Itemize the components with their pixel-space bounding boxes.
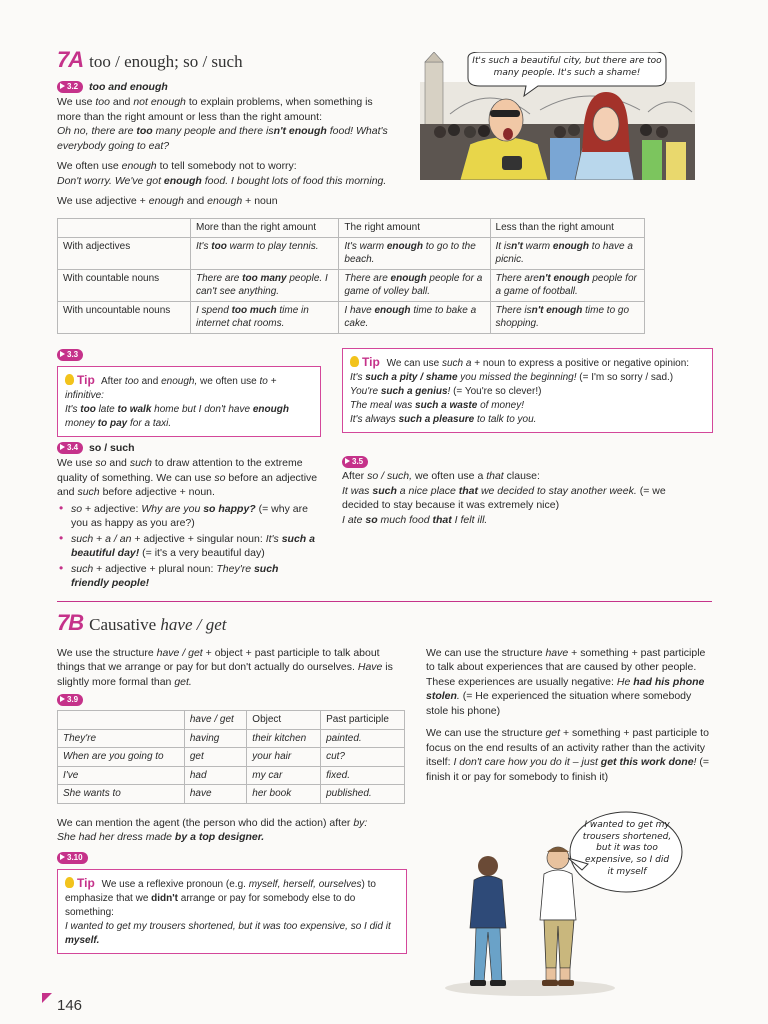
- table-cell: There are enough people for a game of volley ball.: [339, 269, 490, 301]
- corner-mark: [42, 993, 52, 1003]
- table-cell: having: [184, 729, 246, 748]
- example: Don't worry. We've got enough food. I bought lots of food this morning.: [57, 174, 387, 187]
- table-cell: There aren't enough people for a game of football.: [490, 269, 644, 301]
- play-icon: [60, 854, 65, 860]
- lightbulb-icon: [65, 374, 74, 385]
- table-row: [58, 766, 405, 785]
- table-row: [58, 269, 645, 301]
- table-cell: have: [184, 785, 246, 804]
- table-cell: It's warm enough to go to the beach.: [339, 237, 490, 269]
- table-cell: They're: [58, 729, 185, 748]
- column-header: The right amount: [339, 219, 490, 238]
- paragraph: We can use the structure have + something + past participle to talk about experiences that are caused by other people. These experiences are usually negative: He had his phone stolen. (= He experienced the situation where somebody stole his phone): [426, 647, 706, 717]
- paragraph: We use adjective + enough and enough + noun: [57, 195, 278, 208]
- tip-box-infinitive: Tip After too and enough, we often use to + infinitive: It's too late to walk home but I don't have enough money to pay for a taxi.: [57, 366, 321, 437]
- too-enough-table: [57, 218, 645, 334]
- play-icon: [60, 444, 65, 450]
- column-header: Less than the right amount: [490, 219, 644, 238]
- example: Oh no, there are too many people and there isn't enough food! What's everybody going to eat?: [57, 125, 388, 152]
- table-cell: published.: [321, 785, 405, 804]
- list-item: • so + adjective: Why are you so happy? (= why are you as happy as you are?): [57, 502, 319, 531]
- row-label: With adjectives: [58, 237, 191, 269]
- table-row: [58, 237, 645, 269]
- row-label: With uncountable nouns: [58, 301, 191, 333]
- table-header-row: [58, 711, 405, 730]
- play-icon: [60, 696, 65, 702]
- table-cell: It isn't warm enough to have a picnic.: [490, 237, 644, 269]
- paragraph: We often use enough to tell somebody not to worry:: [57, 160, 297, 173]
- table-cell: her book: [247, 785, 321, 804]
- table-row: [58, 748, 405, 767]
- speech-bubble-text: I wanted to get my trousers shortened, but it was too expensive, so I did it myself: [582, 820, 672, 877]
- table-row: [58, 785, 405, 804]
- section-divider: [57, 601, 712, 602]
- column-header: have / get: [184, 711, 246, 730]
- table-cell: your hair: [247, 748, 321, 767]
- page-number: 146: [57, 997, 83, 1014]
- column-header: Object: [247, 711, 321, 730]
- paragraph: We use too and not enough to explain problems, when something is more than the right amount or less than the right amount:: [57, 96, 373, 123]
- cartoon-trousers: [440, 808, 700, 998]
- table-cell: I have enough time to bake a cake.: [339, 301, 490, 333]
- table-header-row: [58, 219, 645, 238]
- section-3-9: [57, 646, 405, 708]
- column-header: [58, 711, 185, 730]
- play-icon: [60, 351, 65, 357]
- audio-button[interactable]: 3.5: [342, 456, 368, 468]
- audio-button[interactable]: 3.4: [57, 442, 83, 454]
- table-cell: It's too warm to play tennis.: [191, 237, 339, 269]
- audio-button[interactable]: 3.9: [57, 694, 83, 706]
- section-7b-title: 7B Causative have / get: [57, 610, 227, 635]
- table-cell: cut?: [321, 748, 405, 767]
- column-header: More than the right amount: [191, 219, 339, 238]
- table-cell: There isn't enough time to go shopping.: [490, 301, 644, 333]
- agent-note: We can mention the agent (the person who did the action) after by: She had her dress made by a top designer.: [57, 817, 368, 844]
- table-cell: I spend too much time in internet chat rooms.: [191, 301, 339, 333]
- table-cell: their kitchen: [247, 729, 321, 748]
- lightbulb-icon: [65, 877, 74, 888]
- play-icon: [345, 458, 350, 464]
- table-row: [58, 301, 645, 333]
- table-cell: fixed.: [321, 766, 405, 785]
- paragraph: We use so and such to draw attention to the extreme quality of something. We can use so before an adjective and such before adjective + noun.: [57, 457, 318, 499]
- paragraph: We can use the structure get + something + past participle to focus on the end results of an activity rather than the activity itself: I don't care how you do it – just get this work done! (= finish it or pay for somebody to finish it): [426, 727, 710, 783]
- table-cell: had: [184, 766, 246, 785]
- list-item: • such + adjective + plural noun: They're such friendly people!: [57, 562, 319, 591]
- example: It was such a nice place that we decided to stay another week. (= we decided to stay because it was extremely nice): [342, 484, 666, 512]
- row-label: With countable nouns: [58, 269, 191, 301]
- column-header: Past participle: [321, 711, 405, 730]
- section-3-2: 3.2 too and enough We use too and not enough to explain problems, when something is more than the right amount or less than the right amount: Oh no, there are too many people and there isn't enough food! What's everybody going to eat? We often use enough to tell somebody not to worry: Don't worry. We've got enough food. I bought lots of food this morning. We use adjective + enough and enough + noun: [57, 80, 397, 209]
- audio-button[interactable]: 3.2: [57, 81, 83, 93]
- table-cell: When are you going to: [58, 748, 185, 767]
- paragraph: After so / such, we often use a that clause:: [342, 470, 540, 483]
- section-3-4: 3.4 so / such We use so and such to draw attention to the extreme quality of something. We can use so before an adjective and such before adjective + noun. • so + adjective: Why are you so happy? (= why are you as happy as you are?) • such + a / an + adjective + singular noun: It's such a beautiful day! (= it's a very beautiful day) • such + adjective + plural noun: They're such friendly people!: [57, 441, 319, 592]
- lightbulb-icon: [350, 356, 359, 367]
- paragraph: We use the structure have / get + object + past participle to talk about things that we arrange or pay for but don't actually do ourselves. Have is slightly more formal than get.: [57, 647, 393, 688]
- causative-table: [57, 710, 405, 804]
- so-such-list: [57, 502, 319, 591]
- speech-bubble-text: It's such a beautiful city, but there are too many people. It's such a shame!: [472, 56, 662, 78]
- table-cell: [58, 219, 191, 238]
- table-cell: I've: [58, 766, 185, 785]
- example: I ate so much food that I felt ill.: [342, 513, 488, 526]
- table-cell: painted.: [321, 729, 405, 748]
- list-item: • such + a / an + adjective + singular noun: It's such a beautiful day! (= it's a very beautiful day): [57, 532, 319, 561]
- section-3-5: [342, 455, 702, 527]
- table-cell: get: [184, 748, 246, 767]
- table-row: [58, 729, 405, 748]
- section-code: 7A: [57, 47, 84, 72]
- table-cell: my car: [247, 766, 321, 785]
- table-cell: She wants to: [58, 785, 185, 804]
- causative-notes: [426, 646, 716, 784]
- section-7a-title: 7A too / enough; so / such: [57, 47, 243, 72]
- audio-button[interactable]: 3.10: [57, 851, 91, 865]
- tip-box-such-a: Tip We can use such a + noun to express a positive or negative opinion: It's such a pity / shame you missed the beginning! (= I'm so sorry / sad.) You're such a genius! (= You're so clever!) The meal was such a waste of money! It's always such a pleasure to talk to you.: [342, 348, 713, 433]
- audio-button[interactable]: 3.3: [57, 348, 86, 362]
- table-cell: There are too many people. I can't see anything.: [191, 269, 339, 301]
- play-icon: [60, 83, 65, 89]
- tip-box-reflexive: Tip We use a reflexive pronoun (e.g. myself, herself, ourselves) to emphasize that we didn't arrange or pay for somebody else to do something: I wanted to get my trousers shortened, but it was too expensive, so I did it myself.: [57, 869, 407, 954]
- cartoon-tourists: [420, 52, 695, 180]
